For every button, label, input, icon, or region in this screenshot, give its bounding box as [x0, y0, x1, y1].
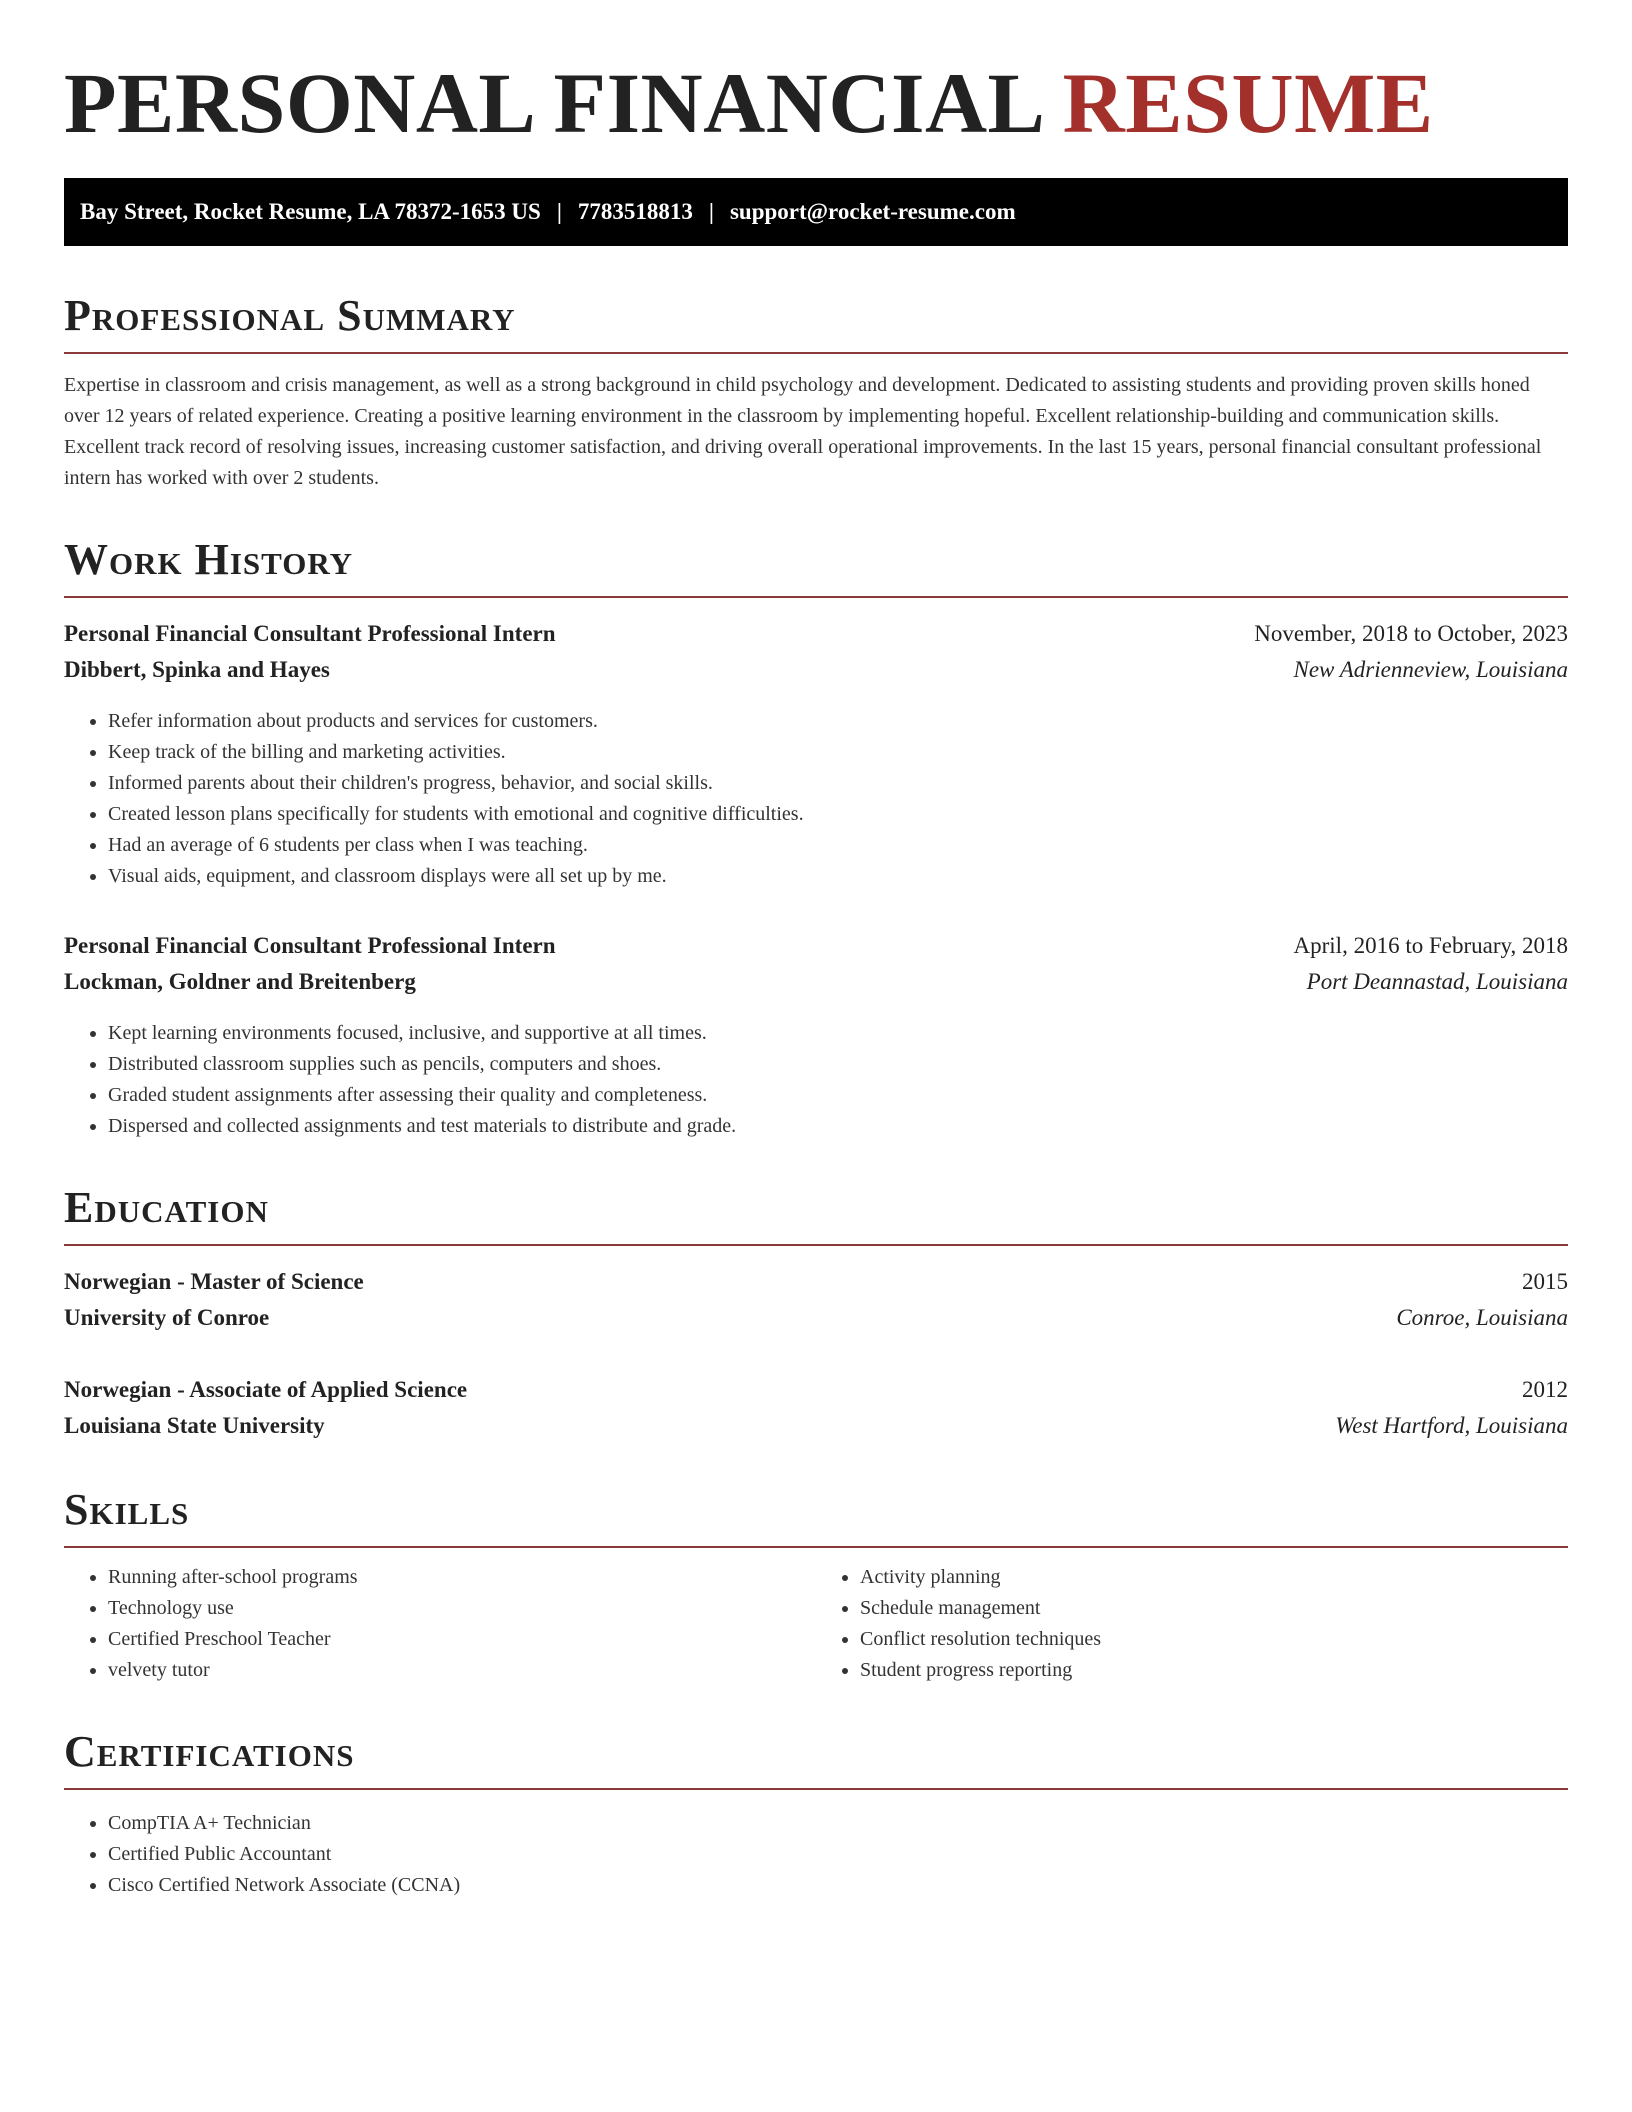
job-company: Lockman, Goldner and Breitenberg — [64, 969, 416, 994]
list-item: • Refer information about products and services for customers. — [108, 706, 1568, 737]
list-item: • Technology use — [108, 1593, 816, 1624]
contact-separator: | — [556, 199, 562, 224]
education-heading: Education — [64, 1182, 1568, 1246]
work-history-section — [64, 534, 1568, 1142]
list-item: • Kept learning environments focused, inclusive, and supportive at all times. — [108, 1018, 1568, 1049]
list-item: • Certified Public Accountant — [108, 1839, 1568, 1870]
education-school-row — [64, 1300, 1568, 1336]
education-school: University of Conroe — [64, 1305, 270, 1330]
job-company: Dibbert, Spinka and Hayes — [64, 657, 330, 682]
job-company-row — [64, 652, 1568, 688]
list-item: • Distributed classroom supplies such as pencils, computers and shoes. — [108, 1049, 1568, 1080]
education-school-row — [64, 1408, 1568, 1444]
skills-list-left — [64, 1562, 816, 1686]
skills-list-right — [816, 1562, 1568, 1686]
education-degree-row — [64, 1264, 1568, 1300]
education-location: West Hartford, Louisiana — [1335, 1413, 1568, 1438]
list-item: • Created lesson plans specifically for students with emotional and cognitive difficulties. — [108, 799, 1568, 830]
education-degree: Norwegian - Associate of Applied Science — [64, 1377, 468, 1402]
education-degree-row — [64, 1372, 1568, 1408]
list-item: • Had an average of 6 students per class when I was teaching. — [108, 830, 1568, 861]
certifications-section — [64, 1726, 1568, 1901]
contact-bar — [64, 178, 1568, 246]
list-item: • Activity planning — [860, 1562, 1568, 1593]
list-item: • Certified Preschool Teacher — [108, 1624, 816, 1655]
list-item: • CompTIA A+ Technician — [108, 1808, 1568, 1839]
contact-phone[interactable]: 7783518813 — [577, 199, 693, 224]
job-entry — [64, 616, 1568, 892]
certifications-list — [64, 1808, 1568, 1901]
contact-separator: | — [708, 199, 714, 224]
list-item: • Visual aids, equipment, and classroom displays were all set up by me. — [108, 861, 1568, 892]
work-history-heading: Work History — [64, 534, 1568, 598]
education-year: 2015 — [1522, 1269, 1568, 1294]
job-location: New Adrienneview, Louisiana — [1293, 657, 1568, 682]
certifications-heading: Certifications — [64, 1726, 1568, 1790]
education-degree: Norwegian - Master of Science — [64, 1269, 364, 1294]
job-header-row — [64, 928, 1568, 964]
resume-title-accent: RESUME — [1062, 55, 1434, 151]
skills-section — [64, 1484, 1568, 1686]
job-location: Port Deannastad, Louisiana — [1306, 969, 1568, 994]
education-location: Conroe, Louisiana — [1396, 1305, 1568, 1330]
list-item: • Student progress reporting — [860, 1655, 1568, 1686]
education-year: 2012 — [1522, 1377, 1568, 1402]
job-duties-list — [64, 706, 1568, 892]
job-dates: April, 2016 to February, 2018 — [1293, 933, 1568, 958]
education-school: Louisiana State University — [64, 1413, 325, 1438]
education-entry — [64, 1264, 1568, 1336]
job-title: Personal Financial Consultant Professional Intern — [64, 933, 556, 958]
summary-text: Expertise in classroom and crisis management, as well as a strong background in child psychology and development. Dedicated to assisting students and providing proven skills honed over 12 years of related experience. Creating a positive learning environment in the classroom by implementing hopeful. Excellent relationship-building and communication skills. Excellent track record of resolving issues, increasing customer satisfaction, and driving overall operational improvements. In the last 15 years, personal financial consultant professional intern has worked with over 2 students. — [64, 374, 1542, 489]
education-entry — [64, 1372, 1568, 1444]
skills-heading: Skills — [64, 1484, 1568, 1548]
job-header-row — [64, 616, 1568, 652]
summary-heading: Professional Summary — [64, 290, 1568, 354]
list-item: • Informed parents about their children's progress, behavior, and social skills. — [108, 768, 1568, 799]
list-item: • Conflict resolution techniques — [860, 1624, 1568, 1655]
job-company-row — [64, 964, 1568, 1000]
list-item: • Keep track of the billing and marketing activities. — [108, 737, 1568, 768]
summary-section — [64, 290, 1568, 494]
job-duties-list — [64, 1018, 1568, 1142]
list-item: • Cisco Certified Network Associate (CCNA) — [108, 1870, 1568, 1901]
list-item: • Schedule management — [860, 1593, 1568, 1624]
job-entry — [64, 928, 1568, 1142]
list-item: • Running after-school programs — [108, 1562, 816, 1593]
resume-title-main: PERSONAL FINANCIAL — [64, 55, 1041, 151]
job-dates: November, 2018 to October, 2023 — [1254, 621, 1568, 646]
resume-title — [64, 48, 1568, 158]
contact-address: Bay Street, Rocket Resume, LA 78372-1653 US — [80, 199, 541, 224]
skills-grid — [64, 1562, 1568, 1686]
job-title: Personal Financial Consultant Professional Intern — [64, 621, 556, 646]
list-item: • Graded student assignments after assessing their quality and completeness. — [108, 1080, 1568, 1111]
list-item: • velvety tutor — [108, 1655, 816, 1686]
contact-email[interactable]: support@rocket-resume.com — [729, 199, 1016, 224]
education-section — [64, 1182, 1568, 1444]
list-item: • Dispersed and collected assignments and test materials to distribute and grade. — [108, 1111, 1568, 1142]
